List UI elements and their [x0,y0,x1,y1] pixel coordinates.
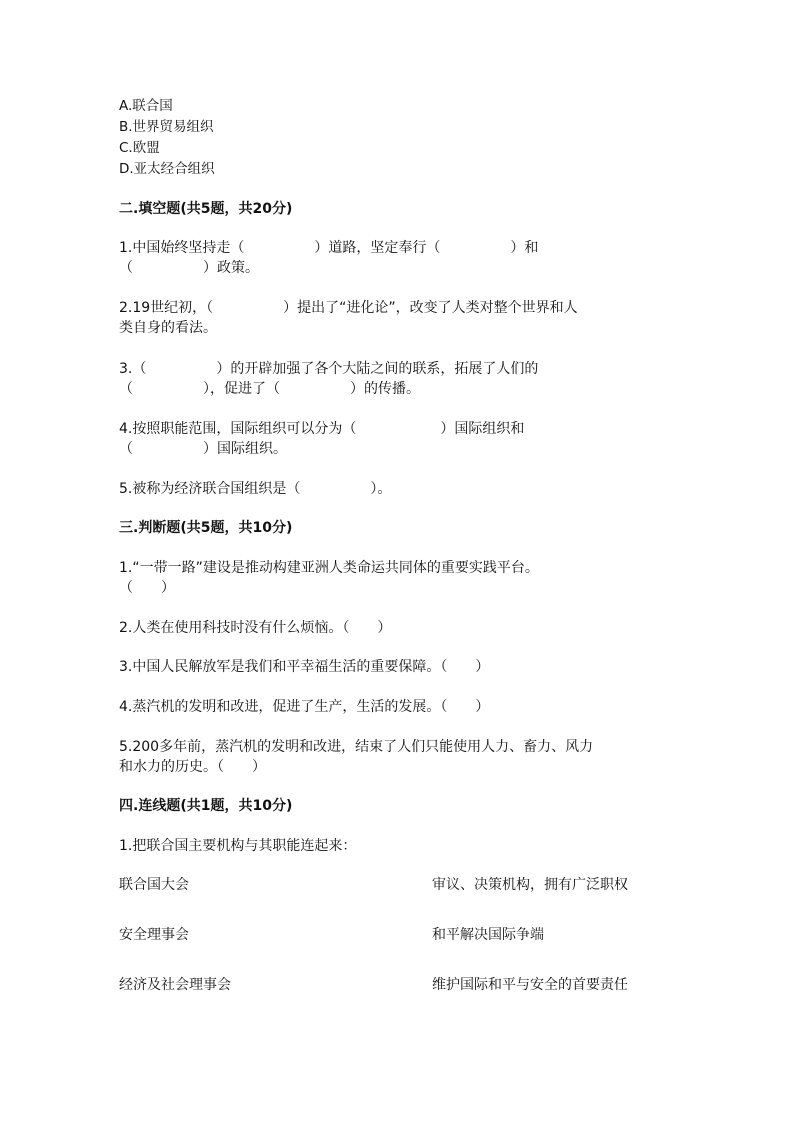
question-line: 1.中国始终坚持走（ ）道路，坚定奉行（ ）和 [119,240,539,256]
fill-blank-question-1 [119,238,679,278]
matching-question-1 [119,836,679,856]
section-title-true-false: 三.判断题(共5题，共10分) [119,520,293,536]
true-false-question-3 [119,657,679,677]
question-line: 和水力的历史。（ ） [119,759,266,775]
option-d: D.亚太经合组织 [119,161,215,177]
question-line: 3.中国人民解放军是我们和平幸福生活的重要保障。（ ） [119,659,490,675]
section-title-fill-blank: 二.填空题(共5题，共20分) [119,201,293,217]
question-line: （ ） [119,580,175,596]
match-right-item: 维护国际和平与安全的首要责任 [432,977,628,993]
question-line: 5.被称为经济联合国组织是（ ）。 [119,481,392,497]
match-left-item: 安全理事会 [119,927,189,943]
question-line: （ ），促进了（ ）的传播。 [119,381,420,397]
true-false-question-4 [119,697,679,717]
section-title-matching: 四.连线题(共1题，共10分) [119,798,293,814]
question-line: 1.把联合国主要机构与其职能连起来： [119,838,357,854]
true-false-question-2 [119,618,679,638]
option-c: C.欧盟 [119,140,160,156]
match-right-item: 审议、决策机构，拥有广泛职权 [432,877,628,893]
true-false-question-1 [119,558,679,598]
match-left-item: 经济及社会理事会 [119,977,231,993]
question-line: 3.（ ）的开辟加强了各个大陆之间的联系，拓展了人们的 [119,361,539,377]
question-line: 4.按照职能范围，国际组织可以分为（ ）国际组织和 [119,421,525,437]
fill-blank-question-2 [119,298,679,338]
match-left-item: 联合国大会 [119,877,189,893]
question-line: 1.“一带一路”建设是推动构建亚洲人类命运共同体的重要实践平台。 [119,560,539,576]
fill-blank-question-4 [119,419,679,459]
option-b: B.世界贸易组织 [119,119,214,135]
question-line: 类自身的看法。 [119,320,217,336]
question-line: 4.蒸汽机的发明和改进，促进了生产，生活的发展。（ ） [119,699,490,715]
fill-blank-question-5 [119,479,679,499]
question-line: 2.19世纪初，（ ）提出了“进化论”，改变了人类对整个世界和人 [119,300,578,316]
true-false-question-5 [119,737,679,777]
question-line: （ ）国际组织。 [119,441,287,457]
option-a: A.联合国 [119,98,173,114]
fill-blank-question-3 [119,359,679,399]
question-line: 5.200多年前，蒸汽机的发明和改进，结束了人们只能使用人力、畜力、风力 [119,739,594,755]
match-right-item: 和平解决国际争端 [432,927,544,943]
question-line: （ ）政策。 [119,260,259,276]
question-line: 2.人类在使用科技时没有什么烦恼。（ ） [119,620,392,636]
